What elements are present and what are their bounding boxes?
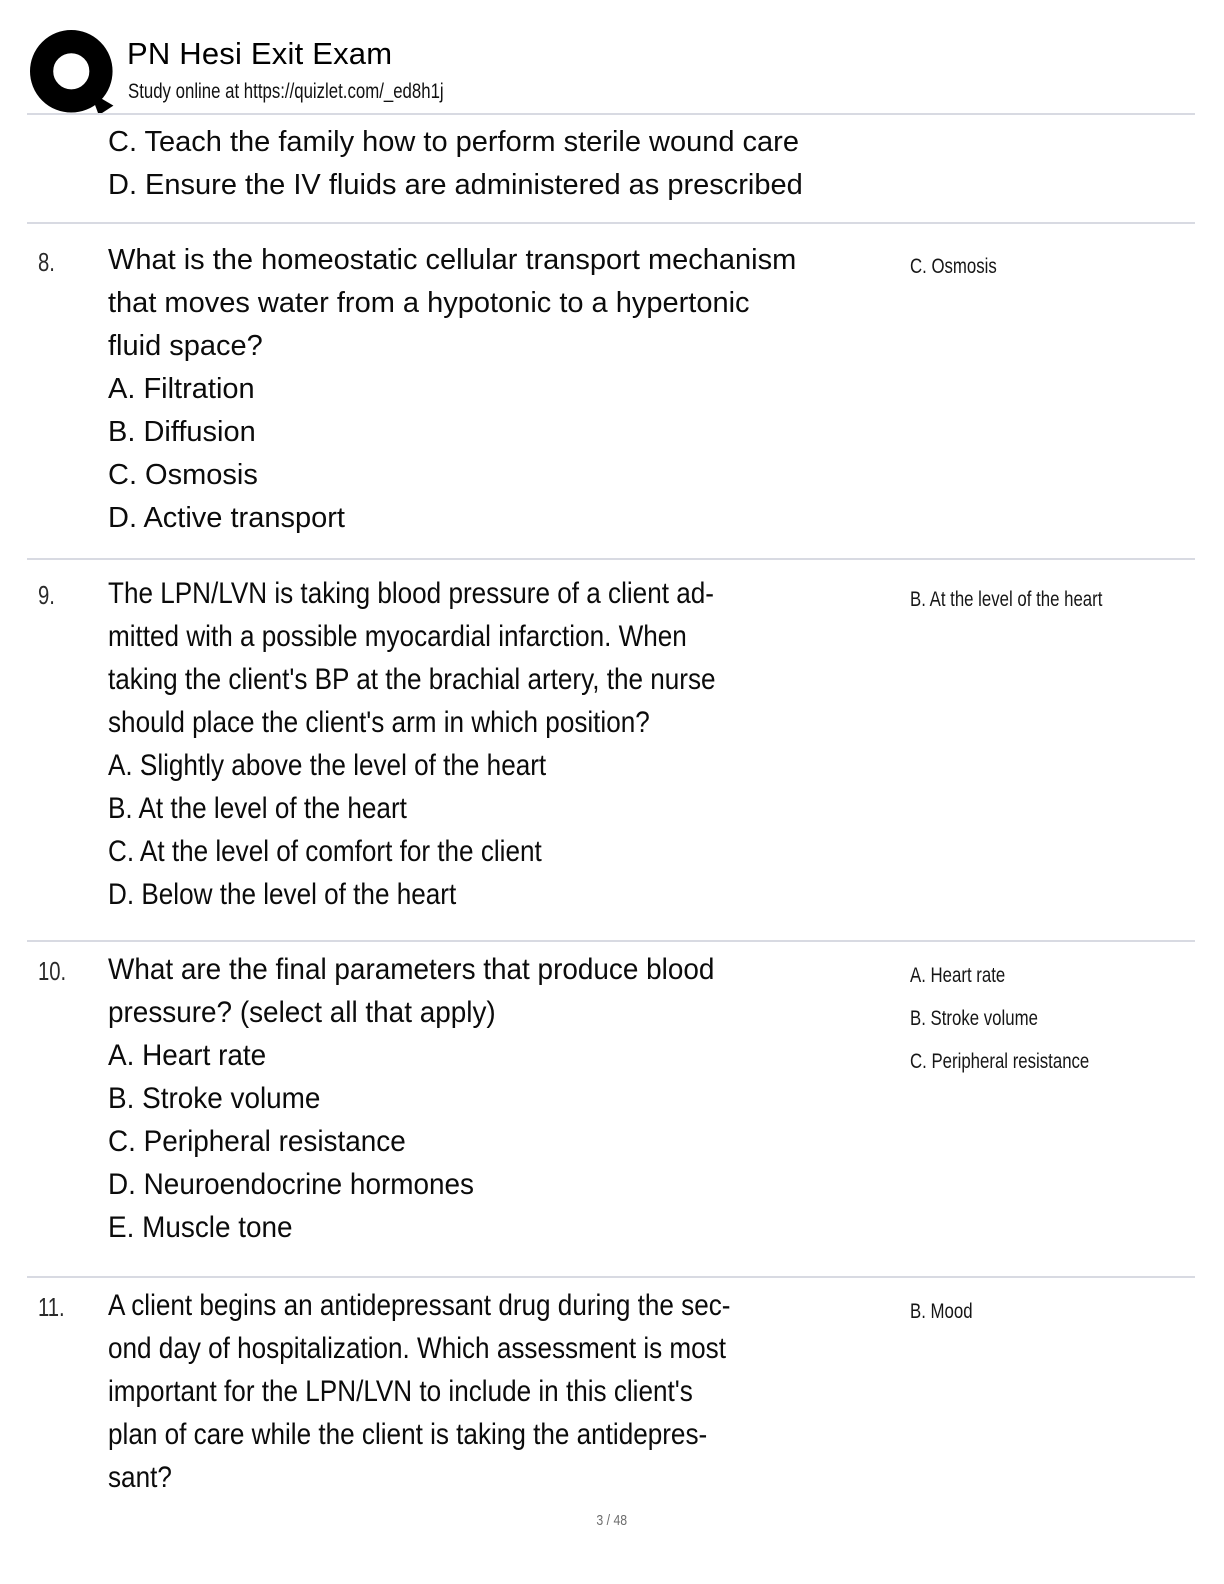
row-divider xyxy=(27,222,1195,224)
text-line: The LPN/LVN is taking blood pressure of a client ad- xyxy=(108,577,714,610)
text-line: B. Mood xyxy=(910,1300,973,1323)
question-11-text xyxy=(108,1284,730,1499)
text-line: ond day of hospitalization. Which assessment is most xyxy=(108,1332,726,1365)
text-line: What are the final parameters that produce blood xyxy=(108,953,715,986)
text-line: mitted with a possible myocardial infarction. When xyxy=(108,620,687,653)
question-11-number: 11. xyxy=(38,1292,65,1322)
question-9-number: 9. xyxy=(38,580,55,610)
text-line: plan of care while the client is taking the antidepres- xyxy=(108,1418,708,1451)
text-line: B. At the level of the heart xyxy=(108,792,407,825)
question-10-number: 10. xyxy=(38,956,67,986)
text-line: C. At the level of comfort for the client xyxy=(108,835,542,868)
page-number-indicator xyxy=(0,1512,1224,1529)
text-line: D. Neuroendocrine hormones xyxy=(108,1168,474,1201)
question-10-answer xyxy=(910,954,1089,1083)
text-line: D. Active transport xyxy=(108,502,345,534)
page-number-text: 3 / 48 xyxy=(596,1512,628,1529)
question-9-answer xyxy=(910,578,1102,621)
text-line: B. At the level of the heart xyxy=(910,588,1103,611)
text-line: A. Slightly above the level of the heart xyxy=(108,749,547,782)
text-line: should place the client's arm in which position? xyxy=(108,706,650,739)
text-line: important for the LPN/LVN to include in this client's xyxy=(108,1375,693,1408)
quizlet-q-logo-icon xyxy=(30,30,116,116)
text-line: A. Heart rate xyxy=(910,964,1006,987)
question-7-continuation-text xyxy=(108,121,803,207)
question-9-text xyxy=(108,572,716,916)
text-line: that moves water from a hypotonic to a hypertonic xyxy=(108,287,750,319)
text-line: pressure? (select all that apply) xyxy=(108,996,496,1029)
text-line: B. Stroke volume xyxy=(910,1007,1038,1030)
question-8-number: 8. xyxy=(38,247,55,277)
row-divider xyxy=(27,1276,1195,1278)
text-line: A. Heart rate xyxy=(108,1039,267,1072)
question-10-text xyxy=(108,948,714,1249)
text-line: A client begins an antidepressant drug during the sec- xyxy=(108,1289,731,1322)
text-line: D. Ensure the IV fluids are administered as prescribed xyxy=(108,169,803,201)
text-line: C. Teach the family how to perform sterile wound care xyxy=(108,126,799,158)
text-line: What is the homeostatic cellular transport mechanism xyxy=(108,244,797,276)
text-line: B. Stroke volume xyxy=(108,1082,321,1115)
page-title: PN Hesi Exit Exam xyxy=(127,36,393,71)
text-line: C. Peripheral resistance xyxy=(108,1125,406,1158)
text-line: taking the client's BP at the brachial artery, the nurse xyxy=(108,663,716,696)
question-8-text xyxy=(108,239,796,540)
text-line: C. Osmosis xyxy=(910,255,997,278)
row-divider xyxy=(27,940,1195,942)
text-line: fluid space? xyxy=(108,330,263,362)
row-divider xyxy=(27,558,1195,560)
header-divider xyxy=(27,113,1195,115)
text-line: D. Below the level of the heart xyxy=(108,878,457,911)
text-line: A. Filtration xyxy=(108,373,255,405)
text-line: C. Osmosis xyxy=(108,459,258,491)
text-line: E. Muscle tone xyxy=(108,1211,293,1244)
text-line: C. Peripheral resistance xyxy=(910,1050,1090,1073)
question-8-answer xyxy=(910,245,997,288)
question-11-answer xyxy=(910,1290,973,1333)
study-online-link[interactable]: Study online at https://quizlet.com/_ed8h1j xyxy=(128,80,444,103)
text-line: sant? xyxy=(108,1461,172,1494)
text-line: B. Diffusion xyxy=(108,416,256,448)
